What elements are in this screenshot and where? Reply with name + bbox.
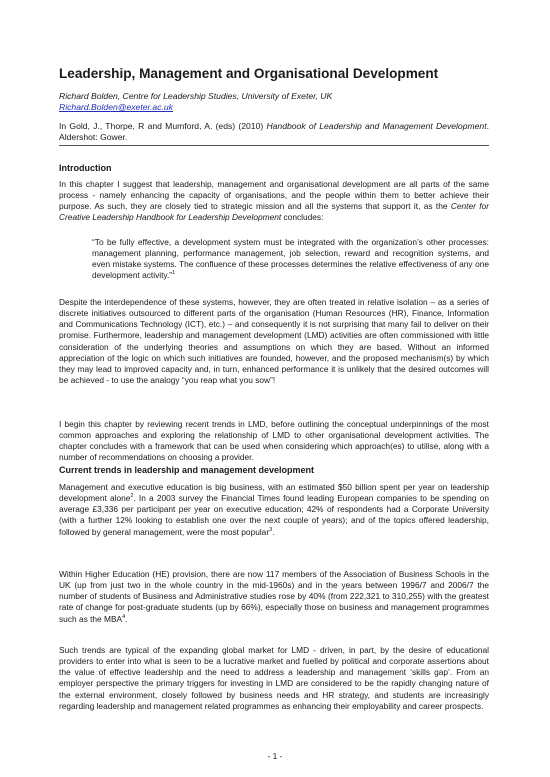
page-number: - 1 - xyxy=(267,751,283,761)
trends-p1-text-a: Management and executive education is big business, with an estimated $50 billion spent per year on leadership development alone xyxy=(59,482,489,504)
author-email-link[interactable]: Richard.Bolden@exeter.ac.uk xyxy=(59,102,173,112)
chapter-title: Leadership, Management and Organisational Development xyxy=(59,66,439,81)
citation xyxy=(59,121,489,143)
author-line: Richard Bolden, Centre for Leadership Studies, University of Exeter, UK xyxy=(59,91,333,101)
trends-p1-text-b: . In a 2003 survey the Financial Times found leading European companies to be spending on average £3,336 per participant per year on executive education; 42% of respondents had a Corporate University (with a further 12% looking to establish one over the next couple of years); and of the topics offered leadership, followed by general management, were the most popular xyxy=(59,493,489,537)
introduction-heading: Introduction xyxy=(59,163,112,173)
intro-paragraph-1 xyxy=(59,179,489,224)
footnote-ref-2[interactable]: 2 xyxy=(130,493,134,500)
header-divider xyxy=(59,145,489,146)
intro-p1-italic: Center for Creative Leadership Handbook for Leadership Development xyxy=(59,201,489,223)
trends-p2-text-a: Within Higher Education (HE) provision, there are now 117 members of the Association of Business Schools in the UK (up from just two in the whole country in the mid-1960s) and in the years between 1996/7 and 2006/7 the number of students of Business and Administrative studies rose by 40% (from 222,321 to 310,255) with the greatest rate of change for post-graduate students (up by 66%), especially those on business and management programmes such as the MBA xyxy=(59,569,489,624)
trends-p2-text-b: . xyxy=(125,613,128,624)
intro-p1-end: concludes: xyxy=(281,212,324,223)
trends-p1-text-c: . xyxy=(272,526,275,537)
quote-text: “To be fully effective, a development system must be integrated with the organization’s other processes: management planning, performance management, job selection, reward and recognition systems, and even mistake systems. The confluence of these processes determines the relative effectiveness of any one development activity.” xyxy=(92,237,489,281)
footnote-ref-1[interactable]: 1 xyxy=(172,270,176,277)
trends-paragraph-1 xyxy=(59,482,489,538)
block-quote xyxy=(92,237,489,282)
trends-paragraph-2 xyxy=(59,569,489,625)
footnote-ref-4[interactable]: 4 xyxy=(122,613,126,620)
intro-p1-text: In this chapter I suggest that leadership, management and organisational development are all parts of the same process - namely enhancing the capacity of organisations, and the people within them to better achieve their purpose. As such, they are closely tied to strategic mission and all the systems that support it, as the xyxy=(59,179,489,212)
citation-pre: In Gold, J., Thorpe, R and Mumford, A. (eds) (2010) xyxy=(59,121,267,131)
intro-paragraph-3: I begin this chapter by reviewing recent trends in LMD, before outlining the conceptual underpinnings of the most common approaches and exploring the relationship of LMD to other organisational development activities. The chapter concludes with a framework that can be used when considering which approach(es) to utilise, along with a number of recommendations on choosing a provider. xyxy=(59,419,489,463)
footnote-ref-3[interactable]: 3 xyxy=(269,526,273,533)
intro-paragraph-2: Despite the interdependence of these systems, however, they are often treated in relative isolation – as a series of discrete initiatives outsourced to different parts of the organisation (Human Resources (HR), Finance, Information and Communications Technology (ICT), etc.) – and consequently it is not surprising that many fail to deliver on their promise. Furthermore, leadership and management development (LMD) activities are often commissioned with little consideration of the underlying theories and assumptions on which they are based. Without an informed appreciation of the logic on which such initiatives are founded, however, and the proposed mechanism(s) by which they may lead to improved capacity and, in turn, enhanced performance it is unlikely that the desired outcomes will be achieved - to use the analogy “you reap what you sow”! xyxy=(59,297,489,386)
citation-post: . Aldershot: Gower. xyxy=(59,121,489,143)
trends-heading: Current trends in leadership and management development xyxy=(59,465,315,475)
citation-book-title: Handbook of Leadership and Management Development xyxy=(266,121,487,131)
trends-paragraph-3: Such trends are typical of the expanding global market for LMD - driven, in part, by the desire of educational providers to enter into what is seen to be a lucrative market and fuelled by political and corporate assertions about the value of effective leadership and the need to address a leadership and management ‘skills gap’. From an employer perspective the primary triggers for investing in LMD are considered to be the rapidly changing nature of the external environment, closely followed by business needs and HR strategy, and students are increasingly regarding leadership and management related programmes as enhancing their employability and career prospects. xyxy=(59,645,489,711)
